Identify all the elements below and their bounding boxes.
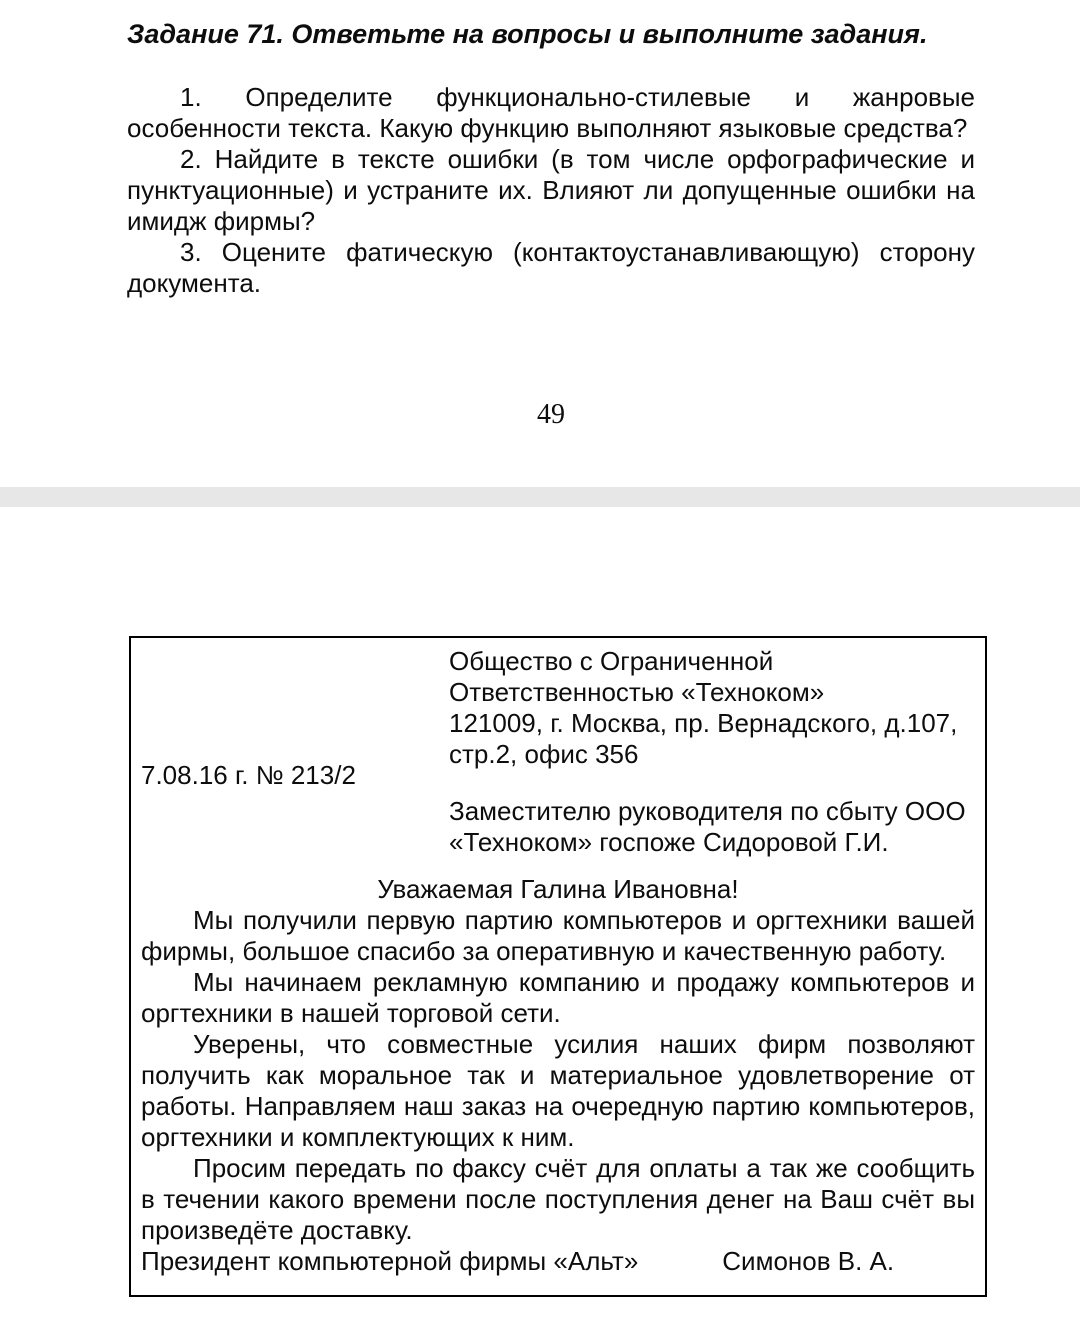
- task-section: [127, 0, 975, 430]
- task-item-2: 2. Найдите в тексте ошибки (в том числе орфографические и пунктуационные) и устраните их. Влияют ли допущенные ошибки на имидж фирмы?: [127, 144, 975, 236]
- task-item-3: 3. Оцените фатическую (контактоустанавливающую) сторону документа.: [127, 237, 975, 298]
- task-item-1: 1. Определите функционально-стилевые и жанровые особенности текста. Какую функцию выполняют языковые средства?: [127, 82, 975, 143]
- company-header-block: [449, 646, 969, 770]
- company-address-line: 121009, г. Москва, пр. Вернадского, д.107,: [449, 708, 958, 738]
- company-address-line: стр.2, офис 356: [449, 739, 639, 769]
- task-heading: Задание 71. Ответьте на вопросы и выполните задания.: [127, 19, 928, 49]
- addressee-block: [449, 796, 969, 858]
- letter-paragraph: Мы получили первую партию компьютеров и оргтехники вашей фирмы, большое спасибо за оперативную и качественную работу.: [141, 905, 975, 966]
- letter-date-ref: 7.08.16 г. № 213/2: [141, 760, 356, 790]
- signature-name: Симонов В. А.: [722, 1246, 895, 1276]
- company-name-line: Ответственностью «Техноком»: [449, 677, 825, 707]
- page-number: 49: [537, 399, 565, 430]
- addressee-line: Заместителю руководителя по сбыту ООО: [449, 796, 966, 826]
- addressee-line: «Техноком» госпоже Сидоровой Г.И.: [449, 827, 889, 857]
- page-divider: [0, 487, 1080, 507]
- salutation: Уважаемая Галина Ивановна!: [377, 874, 739, 904]
- letter-paragraph: Мы начинаем рекламную компанию и продажу компьютеров и оргтехники в нашей торговой сети.: [141, 967, 975, 1028]
- letter-paragraph: Просим передать по факсу счёт для оплаты а так же сообщить в течении какого времени после поступления денег на Ваш счёт вы произведёте доставку.: [141, 1153, 975, 1245]
- letter-document: [129, 636, 987, 1297]
- signature-title: Президент компьютерной фирмы «Альт»: [141, 1246, 639, 1276]
- letter-paragraph: Уверены, что совместные усилия наших фирм позволяют получить как моральное так и материальное удовлетворение от работы. Направляем наш заказ на очередную партию компьютеров, оргтехники и комплектующих к ним.: [141, 1029, 975, 1152]
- company-name-line: Общество с Ограниченной: [449, 646, 774, 676]
- signature-row: [141, 1246, 975, 1277]
